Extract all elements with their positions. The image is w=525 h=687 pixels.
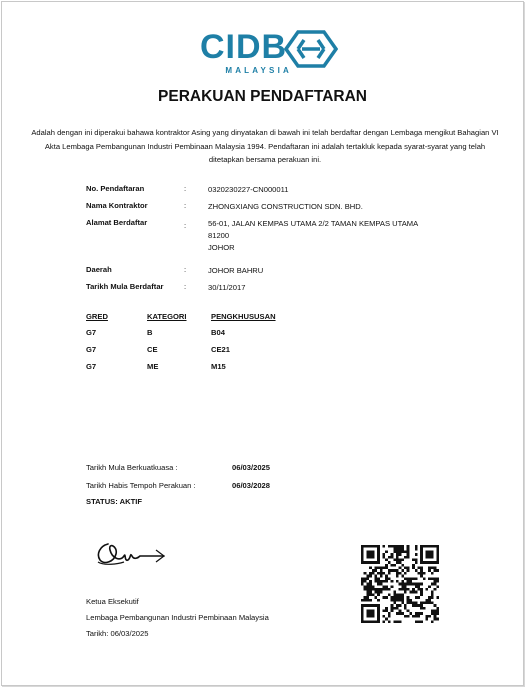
specialisation-header: PENGKHUSUSAN [211,312,276,321]
validity-start-label: Tarikh Mula Berkuatkuasa : [86,463,178,472]
signature-image [94,532,170,570]
table-cell: B [147,328,153,337]
logo-subtitle: MALAYSIA [225,66,292,75]
table-cell: ME [147,362,159,371]
signatory-organisation: Lembaga Pembangunan Industri Pembinaan Malaysia [86,613,269,622]
field-label: Nama Kontraktor [86,201,148,210]
logo-hexagon-icon [284,30,338,68]
qr-code-icon [361,545,439,623]
table-cell: M15 [211,362,226,371]
cidb-logo [200,30,340,76]
validity-start-value: 06/03/2025 [232,463,271,472]
field-label: No. Pendaftaran [86,184,145,193]
signatory-role: Ketua Eksekutif [86,597,139,606]
status-badge: STATUS: AKTIF [86,497,142,506]
table-cell: G7 [86,362,97,371]
table-cell: CE21 [211,345,230,354]
signatory-date: Tarikh: 06/03/2025 [86,629,149,638]
grade-header: GRED [86,312,108,321]
field-label: Tarikh Mula Berdaftar [86,282,164,291]
table-cell: G7 [86,328,97,337]
table-cell: B04 [211,328,225,337]
logo-name: CIDB [200,28,288,66]
field-value-state: JOHOR [208,243,235,252]
field-label: Alamat Berdaftar [86,218,148,227]
field-value: JOHOR BAHRU [208,266,264,275]
validity-end-label: Tarikh Habis Tempoh Perakuan : [86,481,196,490]
table-cell: G7 [86,345,97,354]
field-value: 0320230227-CN000011 [208,185,289,194]
field-value: ZHONGXIANG CONSTRUCTION SDN. BHD. [208,202,363,211]
certificate-title: PERAKUAN PENDAFTARAN [158,88,367,105]
field-value: 56-01, JALAN KEMPAS UTAMA 2/2 TAMAN KEMPAS UTAMA [208,219,419,228]
table-cell: CE [147,345,158,354]
category-header: KATEGORI [147,312,187,321]
intro-paragraph: Adalah dengan ini diperakui bahawa kontraktor Asing yang dinyatakan di bawah ini telah berdaftar dengan Lembaga mengikut Bahagian VI Akta Lembaga Pembangunan Industri Pembinaan Malaysia 1994. Pendaftaran ini adalah tertakluk kepada syarat-syarat yang telah ditetapkan bersama perakuan ini. [31,128,499,164]
field-value-postcode: 81200 [208,231,230,240]
field-value: 30/11/2017 [208,283,246,292]
field-label: Daerah [86,265,112,274]
validity-end-value: 06/03/2028 [232,481,271,490]
